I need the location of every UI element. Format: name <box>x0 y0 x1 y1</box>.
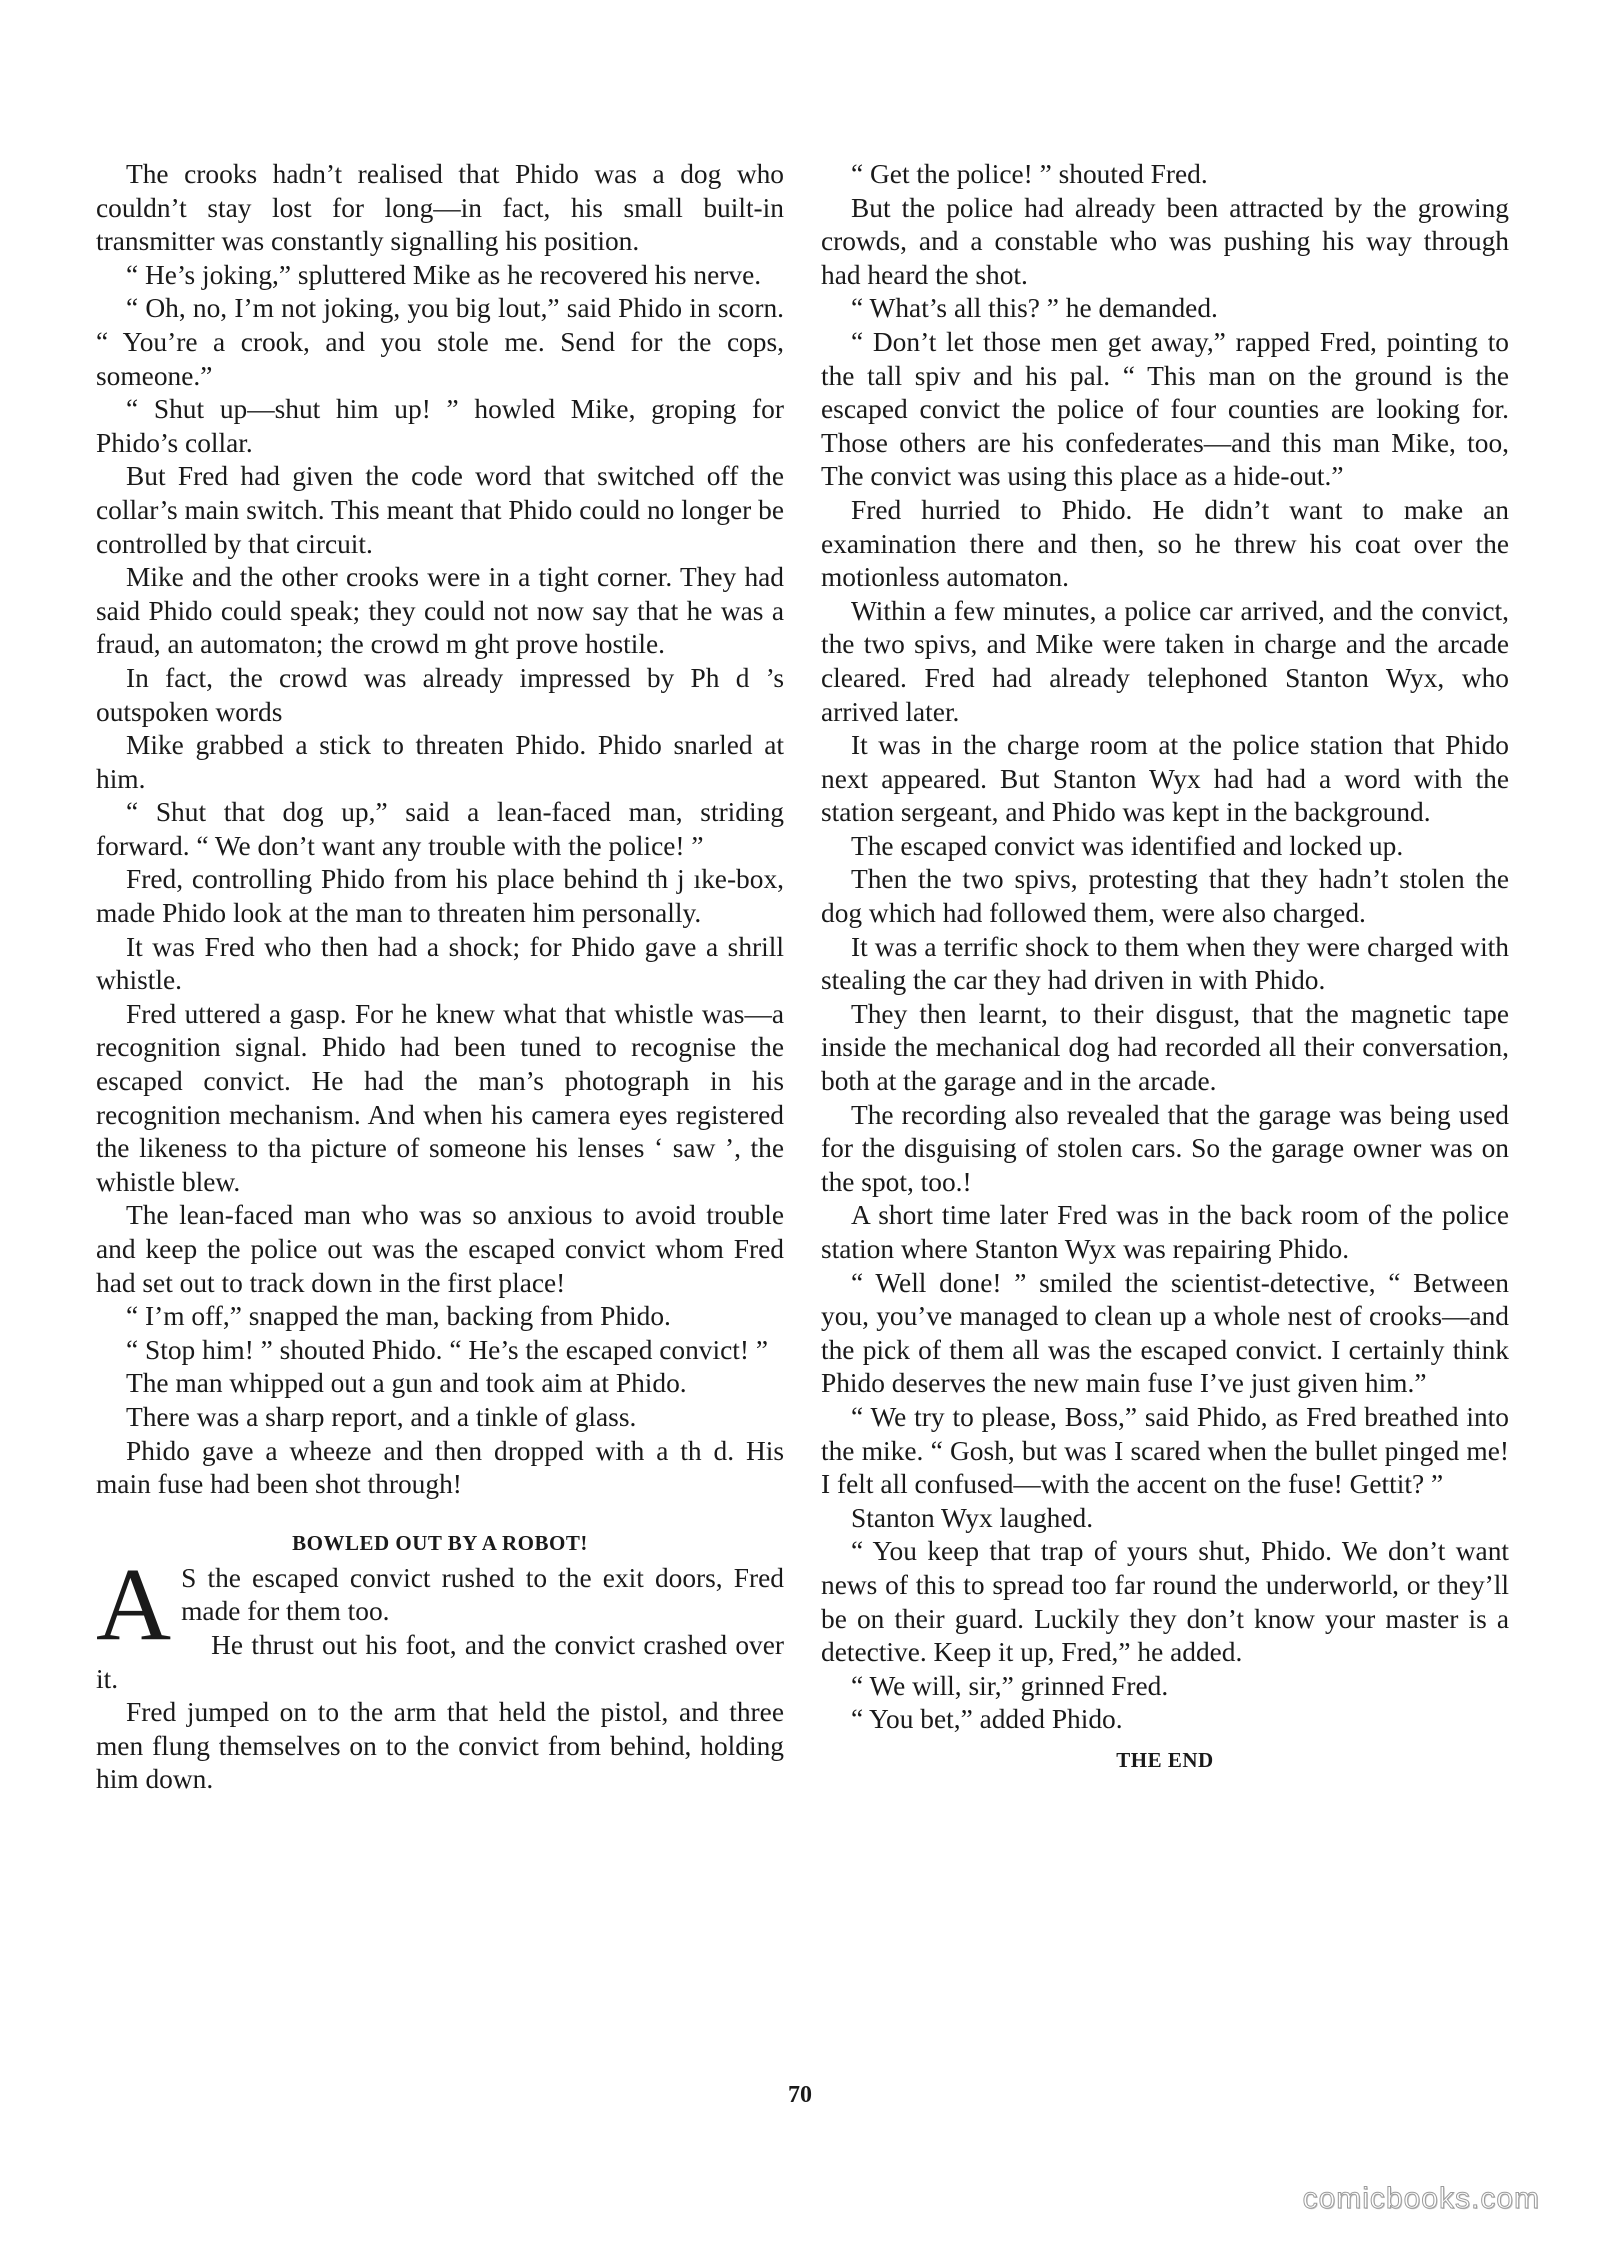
paragraph: It was in the charge room at the police station that Phido next appeared. But Stanton Wyx had had a word with the station sergeant, and Phido was kept in the background. <box>821 730 1509 828</box>
paragraph: It was Fred who then had a shock; for Phido gave a shrill whistle. <box>96 931 784 996</box>
paragraph: In fact, the crowd was already impressed by Ph d ’s outspoken words <box>96 662 784 727</box>
paragraph: They then learnt, to their disgust, that the magnetic tape inside the mechanical dog had recorded all their conversation, both at the garage and in the arcade. <box>821 998 1509 1097</box>
left-column-body-after-heading <box>96 1629 784 1797</box>
paragraph: But Fred had given the code word that switched off the collar’s main switch. This meant that Phido could no longer be controlled by that circuit. <box>96 461 784 559</box>
paragraph: Then the two spivs, protesting that they hadn’t stolen the dog which had followed them, were also charged. <box>821 864 1509 929</box>
left-column <box>96 158 784 1797</box>
right-column-body <box>821 158 1509 1737</box>
paragraph: The recording also revealed that the garage was being used for the disguising of stolen cars. So the garage owner was on the spot, too.! <box>821 1099 1509 1197</box>
dropcap-text: S the escaped convict rushed to the exit doors, Fred made for them too. <box>181 1562 784 1627</box>
paragraph: A short time later Fred was in the back room of the police station where Stanton Wyx was repairing Phido. <box>821 1200 1509 1264</box>
dropcap-letter: A <box>96 1546 172 1662</box>
paragraph: The lean-faced man who was so anxious to avoid trouble and keep the police out was the escaped convict whom Fred had set out to track down in the first place! <box>96 1200 784 1298</box>
paragraph: “ Oh, no, I’m not joking, you big lout,” said Phido in scorn. “ You’re a crook, and you stole me. Send for the cops, someone.” <box>96 293 784 391</box>
page-number: 70 <box>788 2082 812 2108</box>
end-mark: THE END <box>1116 1747 1214 1772</box>
paragraph: “ What’s all this? ” he demanded. <box>851 293 1218 324</box>
paragraph: He thrust out his foot, and the convict crashed over it. <box>96 1629 784 1694</box>
paragraph: Fred uttered a gasp. For he knew what that whistle was—a recognition signal. Phido had been tuned to recognise the escaped convict. He had the man’s photograph in his recognition mechanism. And when his camera eyes registered the likeness to tha picture of someone his lenses ‘ saw ’, the whistle blew. <box>96 998 784 1197</box>
paragraph: Mike grabbed a stick to threaten Phido. Phido snarled at him. <box>96 730 784 794</box>
paragraph: The crooks hadn’t realised that Phido was a dog who couldn’t stay lost for long—in fact, his small built-in transmitter was constantly signalling his position. <box>96 159 784 257</box>
paragraph: But the police had already been attracted by the growing crowds, and a constable who was pushing his way through had heard the shot. <box>821 192 1509 290</box>
paragraph: “ Stop him! ” shouted Phido. “ He’s the escaped convict! ” <box>126 1334 768 1365</box>
paragraph: “ Get the police! ” shouted Fred. <box>851 159 1208 189</box>
paragraph: “ Well done! ” smiled the scientist-detective, “ Between you, you’ve managed to clean up a whole nest of crooks—and the pick of them all was the escaped convict. I certainly think Phido deserves the new main fuse I’ve just given him.” <box>821 1267 1509 1399</box>
paragraph: Fred jumped on to the arm that held the pistol, and three men flung themselves on to the convict from behind, holding him down. <box>96 1697 784 1795</box>
right-column <box>821 158 1509 1775</box>
paragraph: There was a sharp report, and a tinkle of glass. <box>126 1401 637 1432</box>
paragraph: “ You keep that trap of yours shut, Phido. We don’t want news of this to spread too far round the underworld, or they’ll be on their guard. Luckily they don’t know your master is a detective. Keep it up, Fred,” he added. <box>821 1536 1509 1668</box>
paragraph: “ I’m off,” snapped the man, backing from Phido. <box>126 1301 671 1332</box>
paragraph: “ Don’t let those men get away,” rapped Fred, pointing to the tall spiv and his pal. “ This man on the ground is the escaped convict the police of four counties are looking for. Those others are his confederates—and this man Mike, too, The convict was using this place as a hide-out.” <box>821 326 1509 492</box>
paragraph: “ We try to please, Boss,” said Phido, as Fred breathed into the mike. “ Gosh, but was I scared when the bullet pinged me! I felt all confused—with the accent on the fuse! Gettit? ” <box>821 1401 1509 1500</box>
paragraph: “ You bet,” added Phido. <box>851 1704 1123 1735</box>
left-column-body <box>96 158 784 1502</box>
paragraph: “ He’s joking,” spluttered Mike as he recovered his nerve. <box>126 259 762 290</box>
paragraph: “ We will, sir,” grinned Fred. <box>851 1670 1169 1701</box>
watermark-logo: comicbooks.com <box>1302 2182 1540 2215</box>
paragraph: “ Shut that dog up,” said a lean-faced man, striding forward. “ We don’t want any trouble with the police! ” <box>96 797 784 861</box>
paragraph: Mike and the other crooks were in a tight corner. They had said Phido could speak; they could not now say that he was a fraud, an automaton; the crowd m ght prove hostile. <box>96 562 784 660</box>
paragraph: Within a few minutes, a police car arrived, and the convict, the two spivs, and Mike were taken in charge and the arcade cleared. Fred had already telephoned Stanton Wyx, who arrived later. <box>821 595 1509 727</box>
paragraph: Fred hurried to Phido. He didn’t want to make an examination there and then, so he threw his coat over the motionless automaton. <box>821 494 1509 593</box>
paragraph: Fred, controlling Phido from his place behind th j ıke-box, made Phido look at the man to threaten him personally. <box>96 864 784 929</box>
paragraph: The man whipped out a gun and took aim at Phido. <box>126 1368 687 1399</box>
paragraph: “ Shut up—shut him up! ” howled Mike, groping for Phido’s collar. <box>96 394 784 458</box>
paragraph: The escaped convict was identified and locked up. <box>851 830 1404 861</box>
paragraph: Stanton Wyx laughed. <box>851 1502 1094 1533</box>
section-heading: BOWLED OUT BY A ROBOT! <box>292 1530 588 1555</box>
paragraph: Phido gave a wheeze and then dropped with a th d. His main fuse had been shot through! <box>96 1435 784 1500</box>
paragraph: It was a terrific shock to them when they were charged with stealing the car they had driven in with Phido. <box>821 931 1509 996</box>
